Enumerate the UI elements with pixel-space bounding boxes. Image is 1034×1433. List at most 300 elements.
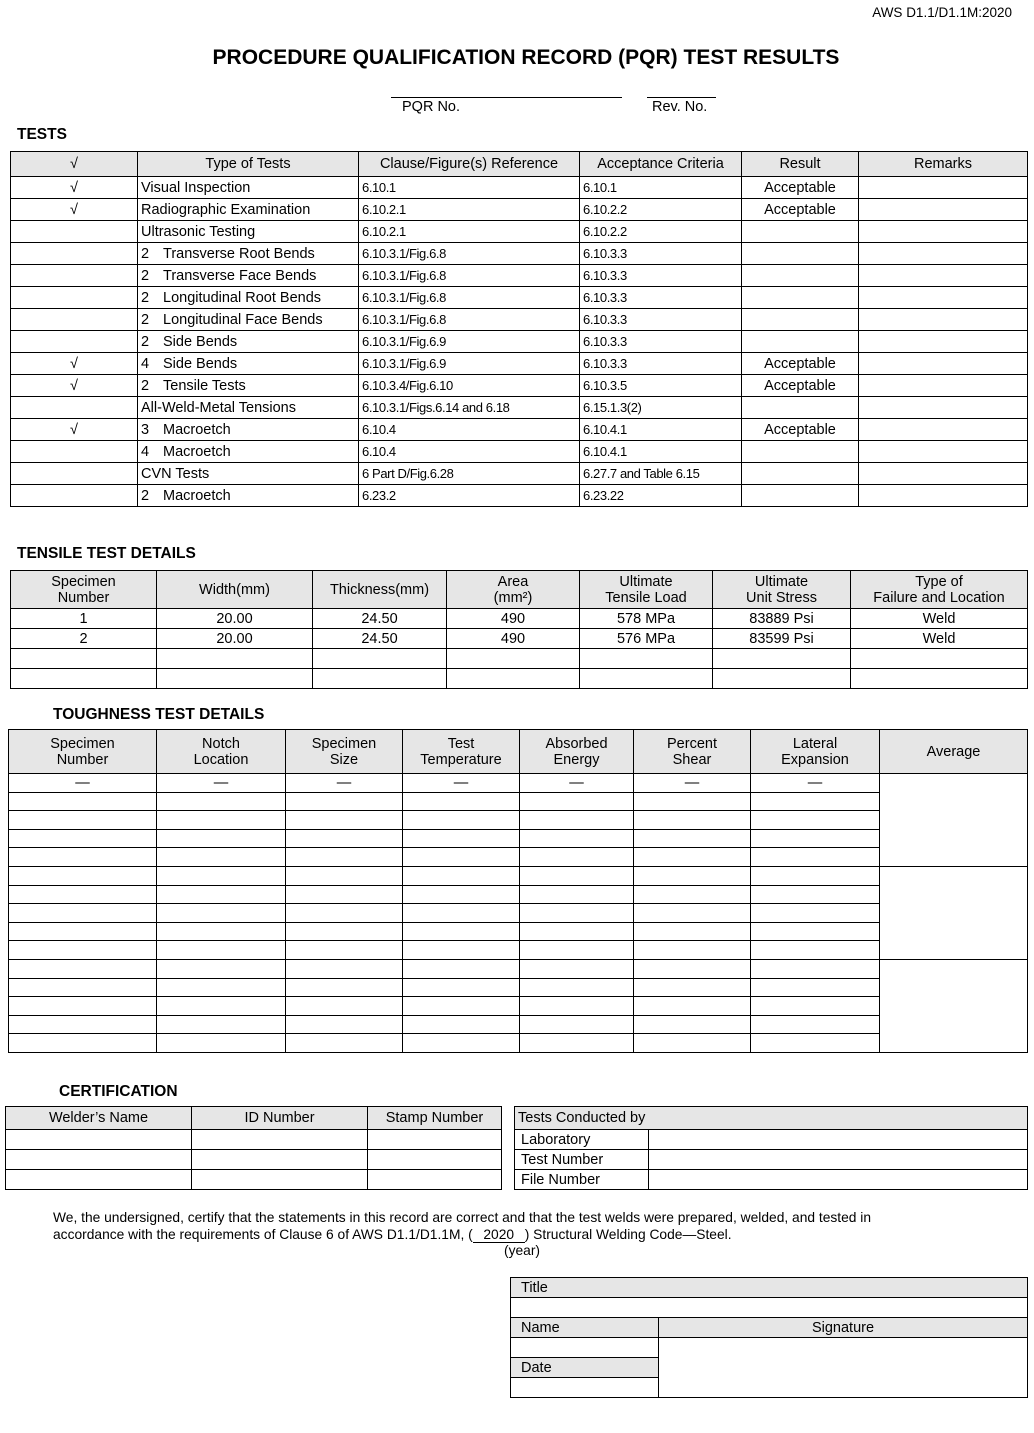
toughness-row	[9, 811, 1028, 830]
toughness-cell[interactable]	[751, 978, 880, 997]
remarks-cell[interactable]	[859, 221, 1028, 243]
tensile-cell[interactable]: 1	[11, 609, 157, 629]
toughness-cell[interactable]	[157, 792, 286, 811]
toughness-cell[interactable]	[9, 922, 157, 941]
title-label: Title	[511, 1278, 1028, 1298]
check-cell[interactable]	[11, 243, 138, 265]
toughness-cell[interactable]	[403, 829, 520, 848]
toughness-cell[interactable]	[286, 1034, 403, 1053]
toughness-cell[interactable]	[751, 792, 880, 811]
laboratory-field[interactable]	[649, 1130, 1028, 1150]
result-cell[interactable]	[742, 397, 859, 419]
test-type-cell	[138, 243, 359, 265]
tensile-row	[11, 629, 1028, 649]
tests-row	[11, 353, 1028, 375]
toughness-cell[interactable]	[403, 885, 520, 904]
tensile-cell[interactable]	[313, 649, 447, 669]
toughness-cell[interactable]	[9, 885, 157, 904]
toughness-cell[interactable]	[634, 922, 751, 941]
tensile-cell[interactable]	[447, 649, 580, 669]
toughness-row	[9, 1015, 1028, 1034]
toughness-cell[interactable]	[403, 866, 520, 885]
toughness-cell[interactable]: —	[286, 774, 403, 793]
toughness-header-row	[9, 730, 1028, 774]
tensile-header-row	[11, 571, 1028, 609]
toughness-cell[interactable]: —	[9, 774, 157, 793]
toughness-cell[interactable]	[634, 866, 751, 885]
tensile-cell[interactable]	[157, 649, 313, 669]
remarks-cell[interactable]	[859, 485, 1028, 507]
test-type-label: Radiographic Examination	[141, 201, 311, 218]
tests-table	[10, 151, 1028, 507]
toughness-cell[interactable]	[9, 1015, 157, 1034]
toughness-cell[interactable]	[157, 1015, 286, 1034]
check-cell[interactable]: √	[11, 177, 138, 199]
toughness-header-cell: Average	[880, 730, 1028, 774]
toughness-cell[interactable]	[520, 885, 634, 904]
test-quantity: 2	[141, 245, 150, 262]
toughness-table	[8, 729, 1028, 1053]
remarks-cell[interactable]	[859, 199, 1028, 221]
toughness-cell[interactable]	[9, 811, 157, 830]
tensile-cell[interactable]: 2	[11, 629, 157, 649]
test-quantity: 2	[141, 333, 150, 350]
certification-section-title: CERTIFICATION	[59, 1083, 178, 1100]
average-cell[interactable]	[880, 774, 1028, 867]
clause-reference-cell: 6.10.3.1/Fig.6.9	[359, 331, 580, 353]
acceptance-criteria-cell: 6.10.3.3	[580, 265, 742, 287]
toughness-row	[9, 978, 1028, 997]
toughness-cell[interactable]	[157, 904, 286, 923]
toughness-cell[interactable]	[157, 1034, 286, 1053]
toughness-cell[interactable]	[634, 904, 751, 923]
remarks-cell[interactable]	[859, 331, 1028, 353]
tensile-cell[interactable]: 490	[447, 629, 580, 649]
toughness-cell[interactable]	[520, 997, 634, 1016]
toughness-cell[interactable]	[520, 866, 634, 885]
toughness-row	[9, 959, 1028, 978]
tensile-cell[interactable]	[851, 649, 1028, 669]
result-cell[interactable]	[742, 221, 859, 243]
toughness-cell[interactable]	[403, 848, 520, 867]
toughness-cell[interactable]	[751, 922, 880, 941]
toughness-cell[interactable]	[634, 848, 751, 867]
col-remarks: Remarks	[859, 152, 1028, 177]
file-number-field[interactable]	[649, 1170, 1028, 1190]
tensile-cell[interactable]: 83599 Psi	[713, 629, 851, 649]
tensile-cell[interactable]: 24.50	[313, 609, 447, 629]
acceptance-criteria-cell: 6.10.2.2	[580, 221, 742, 243]
toughness-cell[interactable]	[403, 1015, 520, 1034]
toughness-cell[interactable]	[403, 978, 520, 997]
test-type-label: Ultrasonic Testing	[141, 223, 256, 240]
check-cell[interactable]: √	[11, 199, 138, 221]
signature-label: Signature	[659, 1318, 1028, 1338]
toughness-cell[interactable]	[520, 829, 634, 848]
file-number-label: File Number	[515, 1170, 649, 1190]
check-cell[interactable]	[11, 221, 138, 243]
test-quantity: 2	[141, 377, 150, 394]
toughness-cell[interactable]	[286, 829, 403, 848]
acceptance-criteria-cell: 6.10.4.1	[580, 419, 742, 441]
toughness-cell[interactable]	[634, 811, 751, 830]
tests-row	[11, 419, 1028, 441]
toughness-cell[interactable]	[520, 1034, 634, 1053]
toughness-section-title: TOUGHNESS TEST DETAILS	[53, 706, 265, 723]
average-cell[interactable]	[880, 866, 1028, 959]
check-cell[interactable]	[11, 331, 138, 353]
welder-table	[5, 1106, 502, 1190]
toughness-cell[interactable]	[751, 997, 880, 1016]
remarks-cell[interactable]	[859, 287, 1028, 309]
toughness-cell[interactable]	[9, 978, 157, 997]
toughness-cell[interactable]	[286, 1015, 403, 1034]
acceptance-criteria-cell: 6.10.3.3	[580, 309, 742, 331]
result-cell[interactable]	[742, 331, 859, 353]
signature-field[interactable]	[659, 1338, 1028, 1398]
toughness-cell[interactable]	[520, 978, 634, 997]
toughness-cell[interactable]	[157, 959, 286, 978]
remarks-cell[interactable]	[859, 375, 1028, 397]
toughness-header-cell: Specimen Number	[9, 730, 157, 774]
toughness-cell[interactable]	[634, 1034, 751, 1053]
toughness-cell[interactable]	[9, 1034, 157, 1053]
date-field[interactable]	[511, 1378, 659, 1398]
result-cell[interactable]: Acceptable	[742, 199, 859, 221]
tensile-cell[interactable]: 20.00	[157, 609, 313, 629]
toughness-cell[interactable]	[520, 904, 634, 923]
toughness-header-cell: Absorbed Energy	[520, 730, 634, 774]
toughness-cell[interactable]	[286, 922, 403, 941]
test-type-cell	[138, 419, 359, 441]
tensile-cell[interactable]: 578 MPa	[580, 609, 713, 629]
remarks-cell[interactable]	[859, 243, 1028, 265]
tests-row	[11, 375, 1028, 397]
tensile-cell[interactable]: Weld	[851, 609, 1028, 629]
clause-reference-cell: 6.10.3.1/Fig.6.8	[359, 309, 580, 331]
test-type-label: Longitudinal Root Bends	[163, 289, 322, 306]
tests-conducted-header: Tests Conducted by	[515, 1107, 1028, 1130]
test-quantity: 2	[141, 267, 150, 284]
laboratory-label: Laboratory	[515, 1130, 649, 1150]
tests-row	[11, 309, 1028, 331]
toughness-cell[interactable]	[520, 792, 634, 811]
rev-number-field[interactable]	[647, 97, 716, 98]
toughness-cell[interactable]	[751, 885, 880, 904]
test-type-label: Macroetch	[163, 443, 231, 460]
clause-reference-cell: 6.10.3.1/Fig.6.8	[359, 243, 580, 265]
toughness-cell[interactable]	[751, 1015, 880, 1034]
standard-reference: AWS D1.1/D1.1M:2020	[872, 5, 1012, 20]
acceptance-criteria-cell: 6.10.2.2	[580, 199, 742, 221]
toughness-cell[interactable]	[751, 904, 880, 923]
test-type-label: Transverse Face Bends	[163, 267, 317, 284]
acceptance-criteria-cell: 6.10.3.3	[580, 353, 742, 375]
toughness-cell[interactable]: —	[634, 774, 751, 793]
toughness-row	[9, 866, 1028, 885]
tensile-table	[10, 570, 1028, 689]
remarks-cell[interactable]	[859, 441, 1028, 463]
tensile-cell[interactable]	[11, 669, 157, 689]
test-type-label: Transverse Root Bends	[163, 245, 315, 262]
toughness-cell[interactable]	[286, 904, 403, 923]
tests-row	[11, 441, 1028, 463]
result-cell[interactable]: Acceptable	[742, 353, 859, 375]
certification-statement	[53, 1209, 871, 1243]
tensile-cell[interactable]	[447, 669, 580, 689]
toughness-cell[interactable]: —	[520, 774, 634, 793]
test-type-cell	[138, 199, 359, 221]
toughness-cell[interactable]: —	[751, 774, 880, 793]
toughness-cell[interactable]	[403, 997, 520, 1016]
tests-row	[11, 199, 1028, 221]
toughness-cell[interactable]	[520, 1015, 634, 1034]
test-number-label: Test Number	[515, 1150, 649, 1170]
toughness-cell[interactable]	[403, 941, 520, 960]
clause-reference-cell: 6.10.1	[359, 177, 580, 199]
toughness-cell[interactable]	[634, 978, 751, 997]
toughness-cell[interactable]	[403, 959, 520, 978]
result-cell[interactable]: Acceptable	[742, 375, 859, 397]
toughness-cell[interactable]	[286, 978, 403, 997]
check-cell[interactable]: √	[11, 353, 138, 375]
toughness-cell[interactable]	[157, 811, 286, 830]
clause-reference-cell: 6.10.2.1	[359, 221, 580, 243]
remarks-cell[interactable]	[859, 397, 1028, 419]
test-quantity: 2	[141, 289, 150, 306]
check-cell[interactable]	[11, 397, 138, 419]
acceptance-criteria-cell: 6.10.3.3	[580, 331, 742, 353]
remarks-cell[interactable]	[859, 265, 1028, 287]
result-cell[interactable]	[742, 287, 859, 309]
toughness-cell[interactable]	[403, 922, 520, 941]
tensile-cell[interactable]	[713, 649, 851, 669]
acceptance-criteria-cell: 6.10.3.3	[580, 243, 742, 265]
check-cell[interactable]: √	[11, 375, 138, 397]
tensile-cell[interactable]	[851, 669, 1028, 689]
toughness-cell[interactable]	[9, 829, 157, 848]
clause-reference-cell: 6.10.4	[359, 441, 580, 463]
tensile-cell[interactable]: 20.00	[157, 629, 313, 649]
toughness-cell[interactable]	[751, 848, 880, 867]
test-type-cell	[138, 353, 359, 375]
statement-line-1: We, the undersigned, certify that the statements in this record are correct and that the test welds were prepared, welded, and tested in	[53, 1210, 872, 1225]
test-quantity: 4	[141, 443, 150, 460]
toughness-cell[interactable]	[634, 829, 751, 848]
welder-row	[6, 1150, 502, 1170]
toughness-cell[interactable]	[634, 792, 751, 811]
result-cell[interactable]	[742, 485, 859, 507]
toughness-cell[interactable]	[751, 829, 880, 848]
toughness-cell[interactable]	[157, 997, 286, 1016]
toughness-cell[interactable]	[751, 959, 880, 978]
toughness-cell[interactable]	[9, 848, 157, 867]
toughness-header-cell: Notch Location	[157, 730, 286, 774]
toughness-cell[interactable]	[520, 941, 634, 960]
remarks-cell[interactable]	[859, 463, 1028, 485]
check-cell[interactable]	[11, 463, 138, 485]
acceptance-criteria-cell: 6.10.3.5	[580, 375, 742, 397]
tests-row	[11, 265, 1028, 287]
toughness-cell[interactable]	[403, 792, 520, 811]
toughness-cell[interactable]	[751, 1034, 880, 1053]
test-type-cell	[138, 375, 359, 397]
title-field[interactable]	[511, 1298, 1028, 1318]
test-quantity: 3	[141, 421, 150, 438]
toughness-cell[interactable]	[286, 997, 403, 1016]
remarks-cell[interactable]	[859, 177, 1028, 199]
tensile-cell[interactable]: Weld	[851, 629, 1028, 649]
signature-table	[510, 1277, 1028, 1398]
check-cell[interactable]: √	[11, 419, 138, 441]
toughness-cell[interactable]	[634, 997, 751, 1016]
check-cell[interactable]	[11, 441, 138, 463]
tensile-cell[interactable]	[580, 669, 713, 689]
test-type-cell	[138, 221, 359, 243]
toughness-cell[interactable]	[286, 866, 403, 885]
toughness-cell[interactable]	[9, 959, 157, 978]
stamp-number-header: Stamp Number	[368, 1107, 502, 1130]
toughness-cell[interactable]: —	[157, 774, 286, 793]
acceptance-criteria-cell: 6.15.1.3(2)	[580, 397, 742, 419]
tests-row	[11, 243, 1028, 265]
name-field[interactable]	[511, 1338, 659, 1358]
toughness-cell[interactable]: —	[403, 774, 520, 793]
toughness-row	[9, 1034, 1028, 1053]
check-cell[interactable]	[11, 265, 138, 287]
tests-row	[11, 221, 1028, 243]
toughness-row	[9, 774, 1028, 793]
col-check: √	[11, 152, 138, 177]
toughness-cell[interactable]	[403, 811, 520, 830]
toughness-cell[interactable]	[286, 941, 403, 960]
result-cell[interactable]	[742, 463, 859, 485]
tensile-section-title: TENSILE TEST DETAILS	[17, 545, 196, 562]
toughness-cell[interactable]	[751, 811, 880, 830]
toughness-header-cell: Test Temperature	[403, 730, 520, 774]
test-type-label: Visual Inspection	[141, 179, 251, 196]
toughness-cell[interactable]	[157, 866, 286, 885]
toughness-header-cell: Percent Shear	[634, 730, 751, 774]
toughness-cell[interactable]	[751, 941, 880, 960]
result-cell[interactable]	[742, 265, 859, 287]
remarks-cell[interactable]	[859, 309, 1028, 331]
result-cell[interactable]	[742, 441, 859, 463]
toughness-cell[interactable]	[157, 885, 286, 904]
toughness-cell[interactable]	[157, 829, 286, 848]
test-type-cell	[138, 441, 359, 463]
tensile-cell[interactable]: 576 MPa	[580, 629, 713, 649]
result-cell[interactable]: Acceptable	[742, 177, 859, 199]
toughness-cell[interactable]	[634, 885, 751, 904]
clause-reference-cell: 6.23.2	[359, 485, 580, 507]
toughness-cell[interactable]	[634, 1015, 751, 1034]
test-type-cell	[138, 265, 359, 287]
pqr-number-field[interactable]	[391, 97, 622, 98]
toughness-cell[interactable]	[286, 811, 403, 830]
clause-reference-cell: 6.10.3.1/Figs.6.14 and 6.18	[359, 397, 580, 419]
result-cell[interactable]: Acceptable	[742, 419, 859, 441]
toughness-cell[interactable]	[9, 792, 157, 811]
tensile-header-cell: Width(mm)	[157, 571, 313, 609]
clause-reference-cell: 6.10.3.1/Fig.6.8	[359, 287, 580, 309]
date-label: Date	[511, 1358, 659, 1378]
test-type-label: Longitudinal Face Bends	[163, 311, 323, 328]
result-cell[interactable]	[742, 243, 859, 265]
test-type-cell	[138, 287, 359, 309]
year-label: (year)	[504, 1243, 541, 1258]
toughness-cell[interactable]	[286, 848, 403, 867]
toughness-cell[interactable]	[157, 978, 286, 997]
clause-reference-cell: 6.10.3.1/Fig.6.9	[359, 353, 580, 375]
statement-line-2: accordance with the requirements of Clause 6 of AWS D1.1/D1.1M, ( 2020 ) Structural Welding Code—Steel.	[53, 1227, 732, 1242]
toughness-cell[interactable]	[157, 848, 286, 867]
toughness-cell[interactable]	[157, 941, 286, 960]
toughness-cell[interactable]	[9, 941, 157, 960]
tensile-row	[11, 649, 1028, 669]
toughness-cell[interactable]	[9, 866, 157, 885]
remarks-cell[interactable]	[859, 353, 1028, 375]
test-type-cell	[138, 485, 359, 507]
tests-row	[11, 463, 1028, 485]
id-number-header: ID Number	[192, 1107, 368, 1130]
clause-reference-cell: 6.10.4	[359, 419, 580, 441]
tensile-header-cell: Specimen Number	[11, 571, 157, 609]
toughness-cell[interactable]	[403, 1034, 520, 1053]
tensile-cell[interactable]	[157, 669, 313, 689]
tensile-cell[interactable]: 490	[447, 609, 580, 629]
check-cell[interactable]	[11, 309, 138, 331]
toughness-cell[interactable]	[286, 885, 403, 904]
tensile-cell[interactable]	[313, 669, 447, 689]
toughness-row	[9, 829, 1028, 848]
toughness-cell[interactable]	[9, 904, 157, 923]
toughness-cell[interactable]	[634, 941, 751, 960]
tensile-header-cell: Ultimate Unit Stress	[713, 571, 851, 609]
toughness-cell[interactable]	[634, 959, 751, 978]
clause-reference-cell: 6.10.3.4/Fig.6.10	[359, 375, 580, 397]
toughness-cell[interactable]	[520, 959, 634, 978]
toughness-cell[interactable]	[286, 792, 403, 811]
toughness-cell[interactable]	[520, 811, 634, 830]
toughness-row	[9, 848, 1028, 867]
result-cell[interactable]	[742, 309, 859, 331]
toughness-cell[interactable]	[520, 848, 634, 867]
test-number-field[interactable]	[649, 1150, 1028, 1170]
tensile-cell[interactable]	[11, 649, 157, 669]
toughness-row	[9, 922, 1028, 941]
toughness-cell[interactable]	[520, 922, 634, 941]
check-cell[interactable]	[11, 287, 138, 309]
remarks-cell[interactable]	[859, 419, 1028, 441]
tensile-cell[interactable]	[580, 649, 713, 669]
toughness-row	[9, 792, 1028, 811]
toughness-cell[interactable]	[9, 997, 157, 1016]
average-cell[interactable]	[880, 959, 1028, 1052]
tests-row	[11, 287, 1028, 309]
tensile-cell[interactable]: 83889 Psi	[713, 609, 851, 629]
year-field[interactable]: 2020	[473, 1228, 525, 1243]
tensile-cell[interactable]: 24.50	[313, 629, 447, 649]
toughness-cell[interactable]	[157, 922, 286, 941]
toughness-cell[interactable]	[286, 959, 403, 978]
check-cell[interactable]	[11, 485, 138, 507]
rev-number-label: Rev. No.	[652, 99, 708, 115]
toughness-cell[interactable]	[751, 866, 880, 885]
tensile-cell[interactable]	[713, 669, 851, 689]
toughness-cell[interactable]	[403, 904, 520, 923]
test-quantity: 4	[141, 355, 150, 372]
